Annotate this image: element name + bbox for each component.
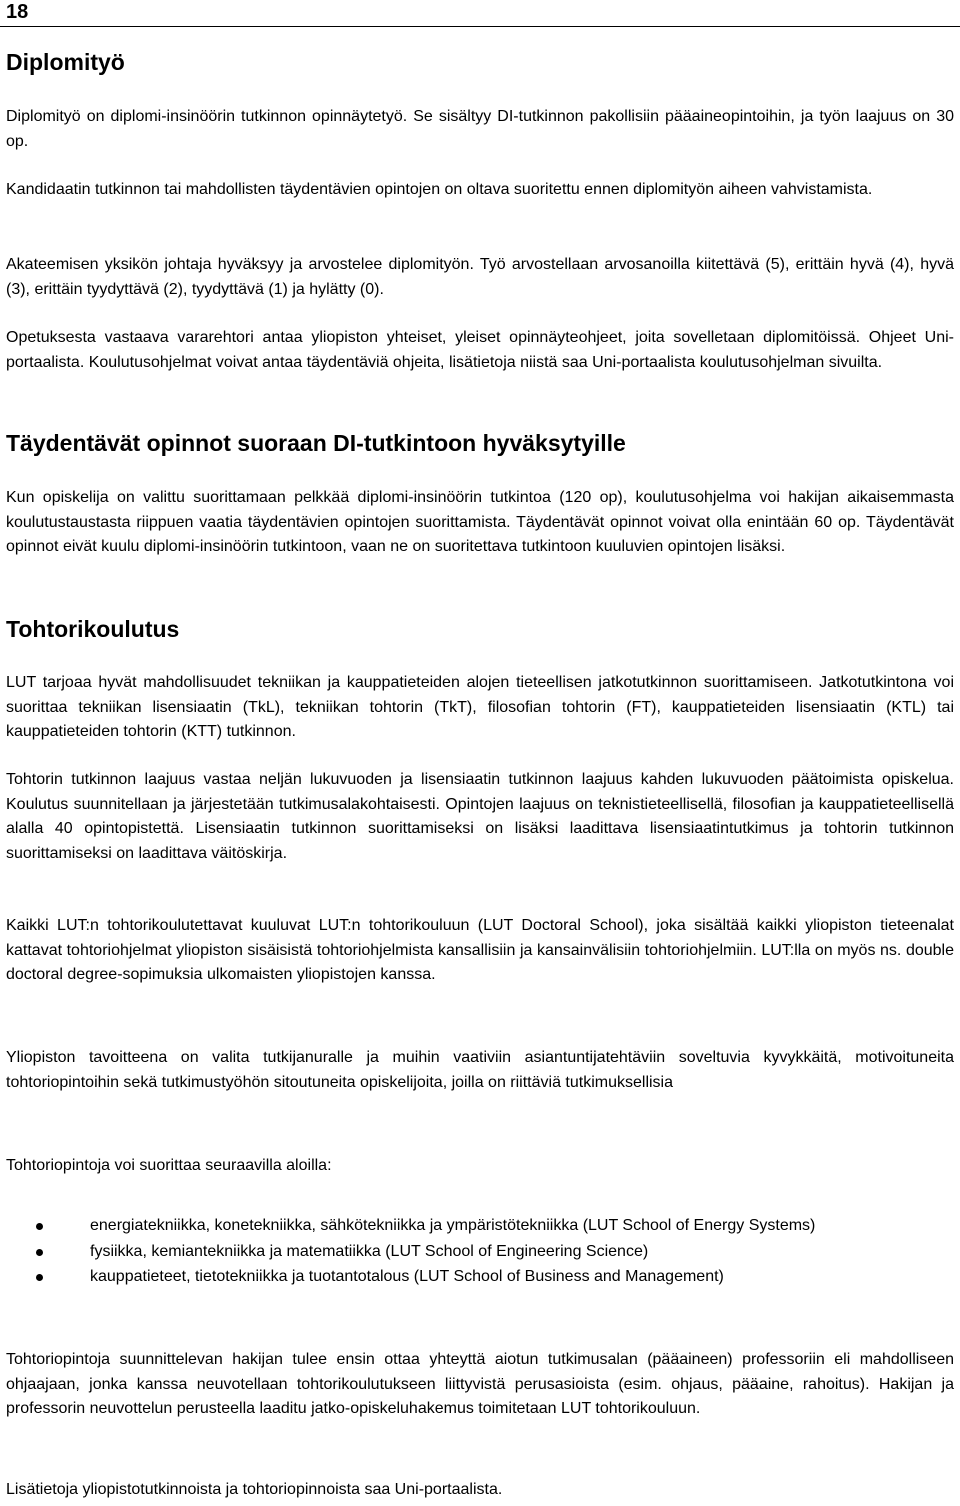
page-number: 18	[6, 1, 29, 23]
paragraph-tohtorikoulutus-application: Tohtoriopintoja suunnittelevan hakijan tulee ensin ottaa yhteyttä aiotun tutkimusalan (pääaineen) professoriin eli mahdolliseen ohjaajaan, jonka kanssa neuvotellaan tohtorikoulutukseen liittyvistä perusasioista (esim. ohjaus, pääaine, rahoitus). Hakijan ja professorin neuvottelun perusteella laaditu jatko-opiskeluhakemus toimitetaan LUT tohtorikouluun.	[6, 1351, 954, 1417]
paragraph-diplomityo-intro: Diplomityö on diplomi-insinöörin tutkinnon opinnäytetyö. Se sisältyy DI-tutkinnon pakollisiin pääaineopintoihin, ja työn laajuus on 30 op.	[6, 108, 954, 150]
page-header	[0, 0, 960, 30]
paragraph-diplomityo-prerequisite: Kandidaatin tutkinnon tai mahdollisten täydentävien opintojen on oltava suoritettu ennen diplomityön aiheen vahvistamista.	[6, 181, 873, 198]
list-item	[6, 1214, 954, 1239]
paragraph-tohtorikoulutus-degrees: LUT tarjoaa hyvät mahdollisuudet tekniikan ja kauppatieteiden alojen tieteellisen jatkotutkinnon suorittamiseen. Jatkotutkintona voi suorittaa tekniikan lisensiaatin (TkL), tekniikan tohtorin (TkT), filosofian tohtorin (FT), kauppatieteiden lisensiaatin (KTL) tai kauppatieteiden tohtorin (KTT) tutkinnon.	[6, 674, 954, 740]
paragraph-tohtorikoulutus-goals: Yliopiston tavoitteena on valita tutkijanuralle ja muihin vaativiin asiantuntijatehtäviin soveltuvia kyvykkäitä, motivoituneita tohtoriopintoihin sekä tutkimustyöhön sitoutuneita opiskelijoita, joilla on riittäviä tutkimuksellisia	[6, 1049, 954, 1091]
heading-taydentavat-opinnot: Täydentävät opinnot suoraan DI-tutkintoon hyväksytyille	[6, 430, 626, 456]
heading-tohtorikoulutus: Tohtorikoulutus	[6, 616, 180, 642]
list-item-text: kauppatieteet, tietotekniikka ja tuotantotalous (LUT School of Business and Management)	[90, 1268, 724, 1285]
list-item-text: energiatekniikka, konetekniikka, sähkötekniikka ja ympäristötekniikka (LUT School of Energy Systems)	[90, 1217, 816, 1234]
list-item	[6, 1240, 954, 1265]
header-rule	[0, 26, 960, 27]
bullet-dot-icon	[36, 1249, 43, 1256]
heading-diplomityo: Diplomityö	[6, 49, 125, 75]
paragraph-diplomityo-instructions: Opetuksesta vastaava vararehtori antaa yliopiston yhteiset, yleiset opinnäyteohjeet, joita sovelletaan diplomitöissä. Ohjeet Uni-portaalista. Koulutusohjelmat voivat antaa täydentäviä ohjeita, lisätietoja niistä saa Uni-portaalista koulutusohjelman sivuilta.	[6, 329, 954, 371]
paragraph-tohtorikoulutus-more-info: Lisätietoja yliopistotutkinnoista ja tohtoriopinnoista saa Uni-portaalista.	[6, 1481, 503, 1498]
paragraph-tohtorikoulutus-doctoral-school: Kaikki LUT:n tohtorikoulutettavat kuuluvat LUT:n tohtorikouluun (LUT Doctoral School), joka sisältää kaikki yliopiston tieteenalat kattavat tohtoriohjelmat yliopiston sisäisistä tohtoriohjelmista kansallisiin ja kansainvälisiin tohtoriohjelmiin. LUT:lla on myös ns. double doctoral degree-sopimuksia ulkomaisten yliopistojen kanssa.	[6, 917, 954, 983]
paragraph-taydentavat-opinnot: Kun opiskelija on valittu suorittamaan pelkkää diplomi-insinöörin tutkintoa (120 op), koulutusohjelma voi hakijan aikaisemmasta koulutustaustasta riippuen vaatia täydentävien opintojen suorittamista. Täydentävät opinnot voivat olla enintään 60 op. Täydentävät opinnot eivät kuulu diplomi-insinöörin tutkintoon, vaan ne on suoritettava tutkintoon kuuluvien opintojen lisäksi.	[6, 489, 954, 555]
list-item	[6, 1265, 954, 1290]
bullet-dot-icon	[36, 1274, 43, 1281]
paragraph-tohtorikoulutus-scope: Tohtorin tutkinnon laajuus vastaa neljän lukuvuoden ja lisensiaatin tutkinnon laajuus kahden lukuvuoden päätoimista opiskelua. Koulutus suunnitellaan ja järjestetään tutkimusalakohtaisesti. Opintojen laajuus on teknistieteellisellä, filosofian ja kauppatieteellisellä alalla 40 opintopistettä. Lisensiaatin tutkinnon suorittamiseksi on lisäksi laadittava lisensiaatintutkimus ja tohtorin tutkinnon suorittamiseksi on laadittava väitöskirja.	[6, 771, 954, 862]
list-item-text: fysiikka, kemiantekniikka ja matematiikka (LUT School of Engineering Science)	[90, 1242, 649, 1260]
bullet-dot-icon	[36, 1223, 43, 1230]
paragraph-diplomityo-grading: Akateemisen yksikön johtaja hyväksyy ja arvostelee diplomityön. Työ arvostellaan arvosanoilla kiitettävä (5), erittäin hyvä (4), hyvä (3), erittäin tyydyttävä (2), tyydyttävä (1) ja hylätty (0).	[6, 256, 954, 298]
fields-list	[6, 1214, 954, 1290]
paragraph-tohtorikoulutus-fields-intro: Tohtoriopintoja voi suorittaa seuraavilla aloilla:	[6, 1157, 332, 1174]
